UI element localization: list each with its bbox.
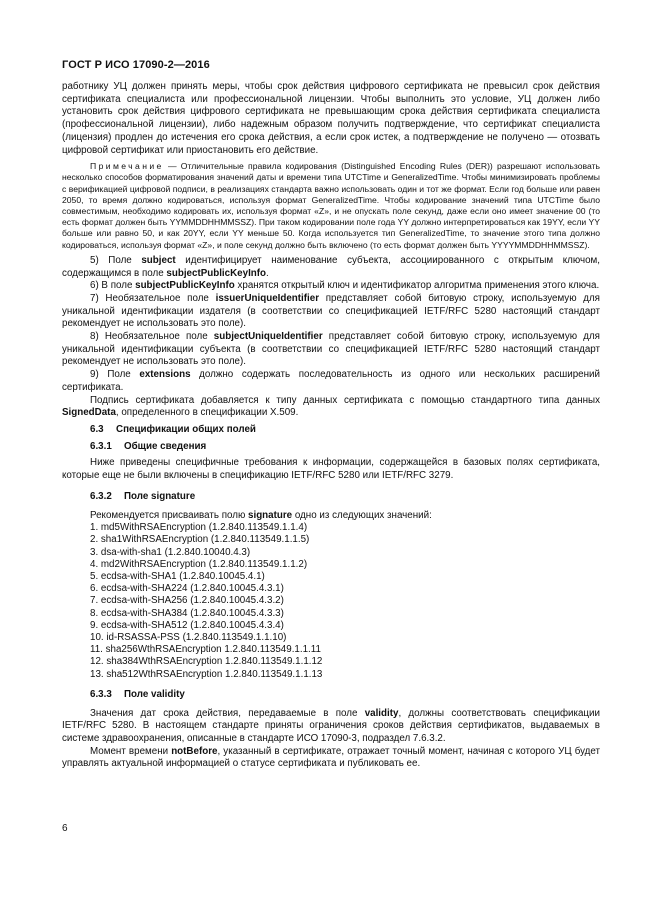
- section-6-3-3-paragraph-2: [62, 746, 600, 771]
- note-paragraph: [62, 161, 600, 251]
- signature-paragraph: [62, 395, 600, 420]
- item-8-text-c: представляет собой битовую строку, используемую для уникальной идентификации субъекта (в соответствии со спецификацией IETF/RFC 5280 настоящий стандарт рекомендует не использовать это поле).: [62, 331, 600, 368]
- section-6-3-number: 6.3: [90, 423, 104, 435]
- notbefore-text-a: Момент времени: [90, 745, 172, 757]
- item-7-text-c: представляет собой битовую строку, используемую для уникальной идентификации издателя (в соответствии со спецификацией IETF/RFC 5280 настоящий стандарт рекомендует не использовать это поле).: [62, 292, 600, 330]
- section-6-3-1-number: 6.3.1: [90, 440, 112, 452]
- item-7-text-a: 7) Необязательное поле: [90, 292, 216, 304]
- section-6-3-1-heading: [62, 441, 600, 454]
- item-8-paragraph: [62, 331, 600, 369]
- item-9-paragraph: [62, 369, 600, 394]
- list-item: 8. ecdsa-with-SHA384 (1.2.840.10045.4.3.3): [90, 607, 284, 619]
- item-9-text-a: 9) Поле: [90, 369, 140, 381]
- section-6-3-2-term: signature: [248, 509, 293, 521]
- list-item: 4. md2WithRSAEncryption (1.2.840.113549.1.1.2): [90, 558, 308, 570]
- intro-paragraph: работнику УЦ должен принять меры, чтобы срок действия цифрового сертификата не превысил срок действия сертификата специалиста или профессиональной лицензии. Чтобы выполнить это условие, УЦ должен либо установить срок действия цифрового сертификата не превышающим срока действия сертификата специалиста (профессиональной лицензии), либо надежным образом получить подтверждение, что сертификат специалиста (лицензия) продлен до истечения его срока действия, а если срок истек, а подтверждение не получено — отозвать цифровой сертификат или приостановить его действие.: [62, 81, 600, 156]
- item-7-term: issuerUniqueIdentifier: [215, 292, 320, 304]
- section-6-3-2-title: Поле signature: [124, 490, 196, 502]
- item-9-text-c: должно содержать последовательность из одного или нескольких расширений сертификата.: [62, 369, 600, 393]
- list-item: 1. md5WithRSAEncryption (1.2.840.113549.1.1.4): [90, 522, 308, 534]
- section-6-3-3-number: 6.3.3: [90, 688, 112, 700]
- item-5-text-a: 5) Поле: [90, 254, 142, 266]
- page-number: 6: [62, 823, 68, 834]
- notbefore-text-c: , указанный в сертификате, отражает точный момент, начиная с которого УЦ будет управлять актуальной информацией о статусе сертификата и публиковать ее.: [62, 745, 600, 770]
- section-6-3-2-paragraph: [62, 510, 600, 523]
- item-9-term: extensions: [139, 369, 191, 381]
- validity-text-a: Значения дат срока действия, передаваемые в поле: [90, 707, 365, 719]
- validity-term: validity: [364, 707, 399, 719]
- item-8-text-a: 8) Необязательное поле: [90, 331, 214, 343]
- list-item: 11. sha256WthRSAEncryption 1.2.840.113549.1.1.11: [90, 644, 321, 656]
- list-item: 3. dsa-with-sha1 (1.2.840.10040.4.3): [90, 546, 251, 558]
- item-8-term: subjectUniqueIdentifier: [213, 331, 323, 343]
- item-6-text-a: 6) В поле: [90, 280, 136, 292]
- item-5-text-e: .: [266, 267, 269, 279]
- list-item: 5. ecdsa-with-SHA1 (1.2.840.10045.4.1): [90, 571, 265, 583]
- section-6-3-title: Спецификации общих полей: [116, 423, 256, 435]
- section-6-3-2-text-c: одно из следующих значений:: [292, 509, 432, 521]
- item-5-term-subject: subject: [141, 254, 176, 266]
- signature-term: SignedData: [62, 407, 116, 419]
- page-content: [62, 81, 600, 771]
- note-label: Примечание: [90, 161, 164, 172]
- signature-text-c: , определенного в спецификации X.509.: [115, 407, 299, 419]
- list-item: 9. ecdsa-with-SHA512 (1.2.840.10045.4.3.4): [90, 619, 284, 631]
- notbefore-term: notBefore: [171, 745, 218, 757]
- item-5-text-c: идентифицирует наименование субъекта, ассоциированного с открытым ключом, содержащимся в поле: [62, 254, 600, 279]
- section-6-3-2-text-a: Рекомендуется присваивать полю: [90, 509, 249, 521]
- list-item: 13. sha512WthRSAEncryption 1.2.840.113549.1.1.13: [90, 668, 323, 680]
- signature-text-a: Подпись сертификата добавляется к типу данных сертификата с помощью стандартного типа данных: [90, 394, 600, 406]
- section-6-3-2-heading: [62, 491, 600, 504]
- note-text: — Отличительные правила кодирования (Distinguished Encoding Rules (DER)) разрешают использовать несколько способов форматирования значений даты и времени типа UTCTime и GeneralizedTime. Чтобы минимизировать проблемы с верификацией цифровой подписи, в реализациях стандарта важно использовать один и тот же формат. Если год больше или равен 2050, то время должно кодироваться, используя формат GeneralizedTime. Чтобы кодирование значений типа UTCTime было совместимым, необходимо кодировать их, используя формат «Z», и не опускать поле секунд, даже если оно имеет значение 00 (то есть формат должен быть YYMMDDHHMMSSZ). При таком кодировании поле года YY должно интерпретироваться как 19YY, если YY больше или равно 50, и как 20YY, если YY меньше 50. Когда используется тип GeneralizedTime, то значение этого типа должно кодироваться, используя формат «Z», и поле секунд должно быть включено (то есть формат должен быть YYYYMMDDHHMMSSZ).: [62, 161, 600, 250]
- item-6-term: subjectPublicKeyInfo: [135, 280, 235, 292]
- section-6-3-3-title: Поле validity: [124, 688, 185, 700]
- list-item: 6. ecdsa-with-SHA224 (1.2.840.10045.4.3.1): [90, 583, 284, 595]
- item-5-term-spki: subjectPublicKeyInfo: [166, 267, 267, 279]
- list-item: 2. sha1WithRSAEncryption (1.2.840.113549.1.1.5): [90, 534, 310, 546]
- document-header: ГОСТ Р ИСО 17090-2—2016: [62, 59, 210, 71]
- item-5-paragraph: [62, 255, 600, 280]
- list-item: 12. sha384WthRSAEncryption 1.2.840.113549.1.1.12: [90, 656, 323, 668]
- section-6-3-1-paragraph: Ниже приведены специфичные требования к информации, содержащейся в базовых полях сертификата, которые еще не были включены в спецификацию IETF/RFC 5280 или IETF/RFC 3279.: [62, 457, 600, 482]
- section-6-3-3-paragraph-1: [62, 708, 600, 746]
- item-6-text-c: хранятся открытый ключ и идентификатор алгоритма применения этого ключа.: [234, 280, 600, 292]
- list-item: 10. id-RSASSA-PSS (1.2.840.113549.1.1.10): [90, 632, 287, 644]
- section-6-3-2-number: 6.3.2: [90, 490, 112, 502]
- section-6-3-3-heading: [62, 689, 600, 702]
- section-6-3-1-title: Общие сведения: [124, 440, 207, 452]
- validity-text-c: , должны соответствовать спецификации IETF/RFC 5280. В настоящем стандарте приняты ограничения сроков действия сертификатов, выдаваемых в системе здравоохранения, описанные в стандарте ИСО 17090-3, подраздел 7.6.3.2.: [62, 707, 600, 744]
- item-6-paragraph: [62, 280, 600, 293]
- list-item: 7. ecdsa-with-SHA256 (1.2.840.10045.4.3.2): [90, 595, 284, 607]
- item-7-paragraph: [62, 293, 600, 331]
- signature-algorithm-list: [62, 522, 600, 681]
- section-6-3-heading: [62, 424, 600, 437]
